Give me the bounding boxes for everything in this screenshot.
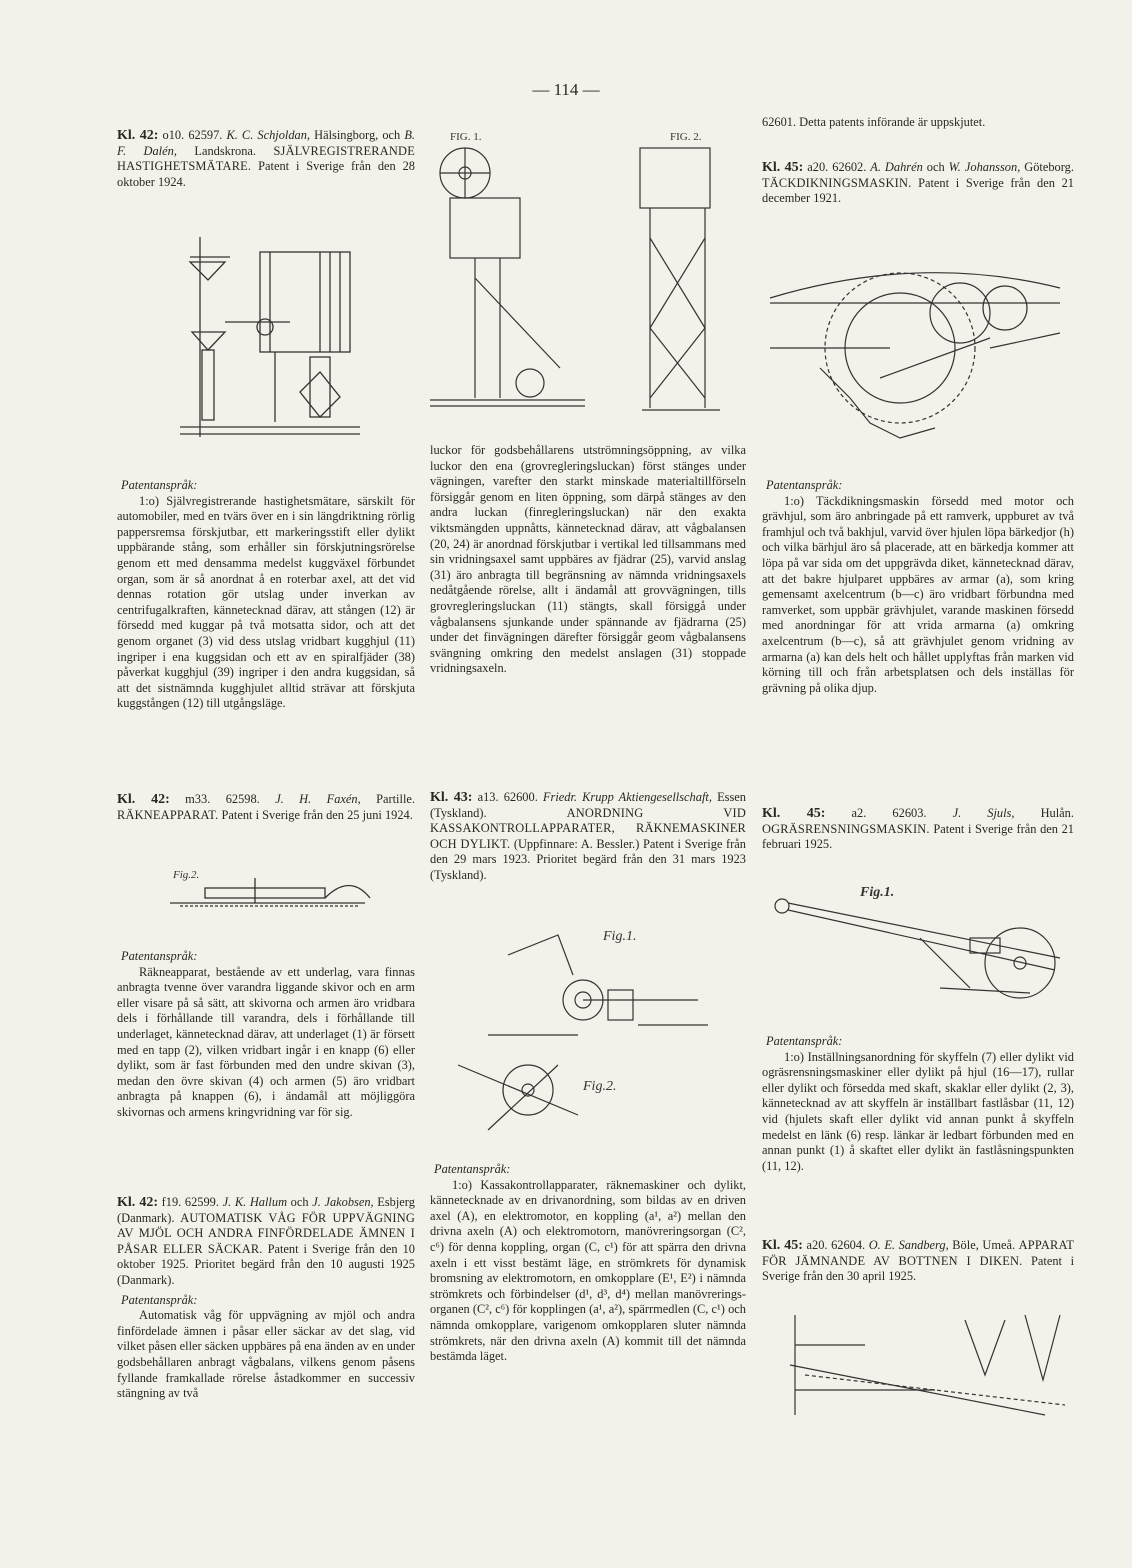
speedometer-drawing [170,232,380,447]
patent-title: AUTOMATISK VÅG FÖR UPPVÄGNING AV MJÖL OCH ANDRA FINFÖRDELADE ÄMNEN I PÅSAR ELLER SÄCKAR. [117,1210,415,1256]
entry-62602-header: Kl. 45: a20. 62602. A. Dahrén och W. Johansson, Göteborg. TÄCKDIKNINGSMASKIN. Patent i Sverige från den 21 december 1921. [762,160,1074,206]
fig-label: Fig.2. [173,869,200,881]
entry-62600-header: Kl. 43: a13. 62600. Friedr. Krupp Aktiengesellschaft, Essen (Tyskland). ANORDNING VID KASSAKONTROLLAPPARATER, RÄKNEMASKINER OCH DYLIKT. (Uppfinnare: A. Bessler.) Patent i Sverige från den 29 mars 1923. Prioritet begärd från den 31 mars 1923 (Tyskland). [430,790,746,882]
entry-62599-header: Kl. 42: f19. 62599. J. K. Hallum och J. Jakobsen, Esbjerg (Danmark). AUTOMATISK VÅG FÖR UPPVÄGNING AV MJÖL OCH ANDRA FINFÖRDELADE ÄMNEN I PÅSAR ELLER SÄCKAR. Patent i Sverige från den 10 oktober 1925. Prioritet begärd från den 10 augusti 1925 (Danmark). Patentanspråk: Automatisk våg för uppvägning av mjöl och andra finfördelade ämnen i påsar eller säckar av det slag, vid vilket påsen eller säcken uppbäres på ena änden av en under godsbehållaren anbragt vågbalans, vilkens genom påsens fyllande framkallade rörelse åstadkommer en successiv stängning av två [117,1195,415,1401]
fig-label: Fig.1. [860,885,895,900]
calculator-drawing [165,858,385,928]
fig2-label: FIG. 2. [670,131,702,143]
page-number: — 114 — [532,80,600,99]
fig2-label: Fig.2. [583,1079,617,1094]
ditch-bottom-drawing [785,1305,1075,1420]
entry-62600-claims: Patentanspråk: 1:o) Kassakontrollapparater, räknemaskiner och dylikt, kännetecknade av en drivanordning, som bildas av en driven axel (A), en elektromotor, en koppling (a¹, a²) mellan den drivna axeln (A) och elektromotorn, manövreringsorgan (C², c⁶) för denna koppling, organ (C, c¹) för att spärra den drivna axeln i ett visst bestämt läge, en strömkrets för dynamisk bromsning av elektromotorn, en omkopplare (E¹, E²) i nämnda strömkrets och förbindelser (d¹, d³, d⁴) mellan manövreringsorganen (C², c⁶) för kopplingen (a¹, a²), spärrmedlen (C, c¹) och nämnda omkopplare, varigenom omkopplaren sluter nämnda strömkrets, när den drivna axeln (A) kommit till det nämnda bestämda läget. [430,1162,746,1364]
fig1-label: FIG. 1. [450,131,482,143]
claims-heading: Patentanspråk: [121,478,198,492]
patent-title: RÄKNEAPPARAT. [117,807,219,822]
entry-62598-claims: Patentanspråk: Räkneapparat, bestående av ett underlag, vara finnas anbragta tvenne över varandra liggande skivor och en arm eller visare på så sätt, att skivorna och armen äro vridbara dels i förhållande till varandra, dels i förhållande till underlaget, kännetecknad därav, att underlaget (1) är försett med en tapp (2), vilken vridbart ingår i en knapp (6) eller dylikt, som är fast förbunden med den undre skivan (3), medan den övre skivan (4) och armen (5) äro vridbart anbragta på knappen (6), i ändamål att möjliggöra skivornas och armens kringvridning var för sig. [117,949,415,1119]
entry-62598-header: Kl. 42: m33. 62598. J. H. Faxén, Partille. RÄKNEAPPARAT. Patent i Sverige från den 25 juni 1924. [117,792,415,822]
patent-title: ANORDNING VID KASSAKONTROLLAPPARATER, RÄKNEMASKINER OCH DYLIKT. [430,805,746,851]
patent-title: APPARAT FÖR JÄMNANDE AV BOTTNEN I DIKEN. [762,1238,1074,1268]
entry-62603-header: Kl. 45: a2. 62603. J. Sjuls, Hulån. OGRÄSRENSNINGSMASKIN. Patent i Sverige från den 21 februari 1925. [762,806,1074,852]
fig1-label: Fig.1. [603,929,637,944]
patent-title: SJÄLVREGISTRERANDE HASTIGHETSMÄTARE. [117,143,415,174]
entry-62597-header: Kl. 42: o10. 62597. K. C. Schjoldan, Hälsingborg, och B. F. Dalén, Landskrona. SJÄLVREGISTRERANDE HASTIGHETSMÄTARE. Patent i Sverige från den 28 oktober 1924. [117,128,415,189]
patent-title: TÄCKDIKNINGSMASKIN. [762,175,912,190]
cash-register-drawing [448,915,718,1150]
patent-title: OGRÄSRENSNINGSMASKIN. [762,821,930,836]
entry-62604-header: Kl. 45: a20. 62604. O. E. Sandberg, Böle, Umeå. APPARAT FÖR JÄMNANDE AV BOTTNEN I DIKEN. Patent i Sverige från den 30 april 1925. [762,1238,1075,1284]
entry-62599-continued: luckor för godsbehållarens utströmningsöppning, av vilka luckor den ena (grovregleringsluckan) först stänges under vägningen, varefter den starkt minskade materialtillförseln försiggår genom en liten öppning, som därpå stänges av den andra luckan (finregleringsluckan) när den exakta viktsmängden uppnåtts, kännetecknad därav, att vågbalansen (20, 24) är anordnad förskjutbar i vertikal led tillsammans med sin vridningsaxel samt uppbäres av fjädrar (25), varvid anslag (31) äro anbragta till begränsning av nämnda vridningsaxels nedåtgående rörelse, allt i ändamål att grovvägningen, tills grovregleringsluckan (11) stängts, skall försiggå under vågbalansens sjunkande under spännande av fjädrarna (25) under det finvägningen därefter försiggår geom vågbalansens svängning omkring den medelst anslagen (31) stoppade vridningsaxeln. [430,443,746,676]
entry-62602-claims: Patentanspråk: 1:o) Täckdikningsmaskin försedd med motor och grävhjul, som äro anbringade på ett ramverk, uppburet av två framhjul och två bakhjul, varvid över hjulen löpa bärkedjor (h) och vilka bärhjul äro så placerade, att en bärkedja kommer att löpa på var sida om det uppgrävda diket, kännetecknad därav, att det bakre hjulparet uppbäres av armar (a), som kring gemensamt axelcentrum (b—c) äro vridbart förbundna med ramverket, som uppbär grävhjulet, varande maskinen försedd med anordningar för att vrida armarna (a) omkring axelcentrum (b—c), så att grävhjulet genom vridning av armarna (a) kan dels helt och hållet upplyftas från marken vid körning till och från arbetsplatsen och dels inställas för grävning på olika djup. [762,478,1074,695]
entry-62601: 62601. Detta patents införande är uppskjutet. [762,115,986,129]
entry-62597-claims [117,474,415,712]
entry-62603-claims: Patentanspråk: 1:o) Inställningsanordning för skyffeln (7) eller dylikt vid ogräsrensningsmaskiner eller dylikt på hjul (16—17), rullar eller dylikt och försedda med skaft, skaklar eller dylikt (2, 3), kännetecknad av att skyffeln är inställbart fastlåsbar (11, 12) vid (hjulets skaft eller dylikt vid annan punkt å skyffeln medelst en länk (6) resp. länkar är ledbart förbunden med en annan punkt (1) å skaftet eller dylikt än fastlåsningspunkten (11, 12). [762,1034,1074,1173]
class-label: Kl. 42: [117,128,159,143]
weeding-machine-drawing [770,878,1070,1018]
ditching-machine-drawing [760,238,1070,453]
scale-drawing [420,128,740,428]
claim-text: 1:o) Självregistrerande hastighetsmätare, särskilt för automobiler, med en tvärs över en i sin längdriktning rörlig pappersremsa förskjutbar, ett markeringsstift eller dylikt uppbärande stång, som erhåller sin förskjutningsrörelse genom ett med densamma medelst kuggväxel förbundet organ, som är så anordnat å en roterbar axel, att det vid dennas rotation gör utslag under inverkan av centrifugalkraften, kännetecknad därav, att stången (12) är försedd med kuggar på två motsatta sidor, och att det genom organet (3) vid dess utslag vridbart kugghjul (11) ingriper i ena kuggsidan och ett av en spiralfjäder (38) påverkat kugghjul (39) ingriper i den andra kuggsidan, så att det sistnämnda kugghjulet alltid strävar att förskjuta kuggstången (12) till utgångsläge. [117,493,415,711]
